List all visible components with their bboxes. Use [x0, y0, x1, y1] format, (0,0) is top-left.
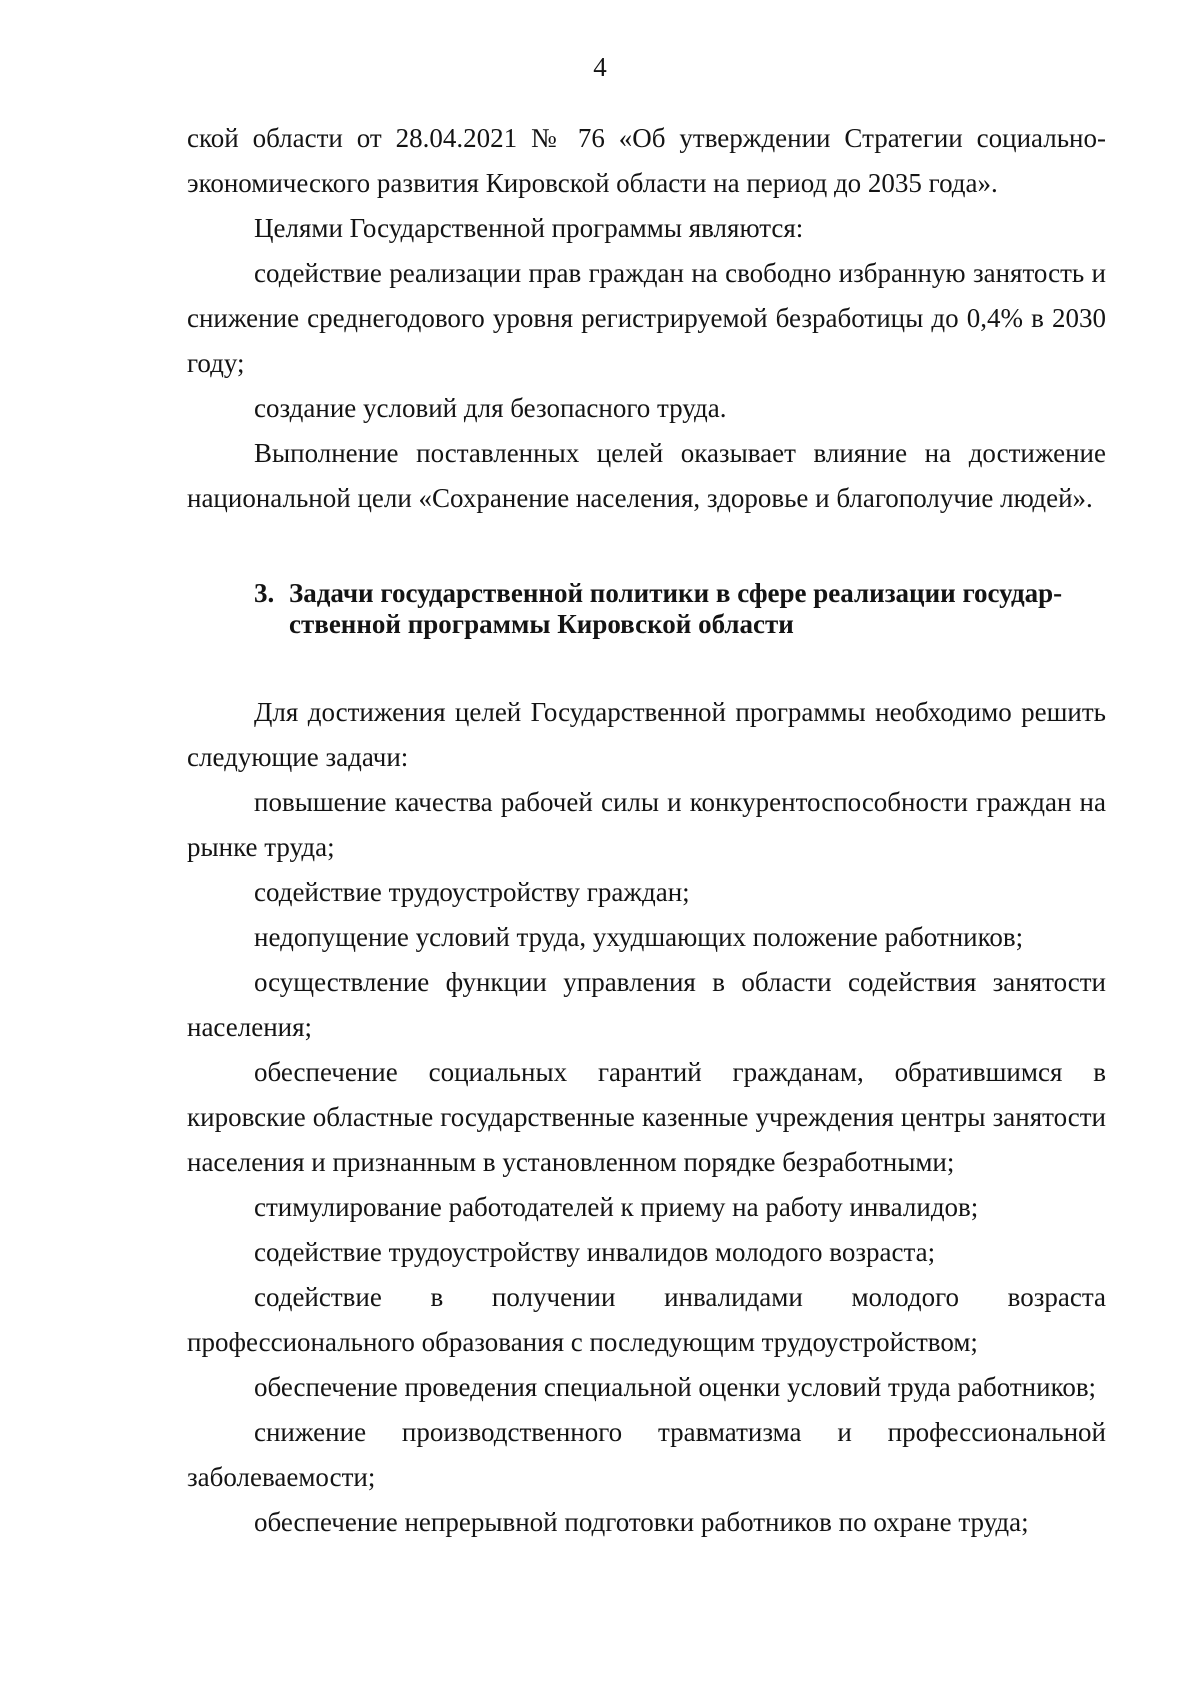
tasks-intro: Для достижения целей Государственной программы необходимо решить следующие задачи:	[187, 697, 1106, 772]
spacer	[187, 521, 1106, 578]
goal-item: создание условий для безопасного труда.	[254, 393, 727, 423]
task-item: содействие трудоустройству граждан;	[254, 877, 690, 907]
intro-paragraph: ской области от 28.04.2021 № 76 «Об утверждении Стратегии социально-экономического развития Кировской области на период до 2035 года».	[187, 123, 1106, 198]
page-number: 4	[593, 52, 607, 82]
task-item: осуществление функции управления в области содействия занятости населения;	[187, 967, 1106, 1042]
task-item: обеспечение социальных гарантий гражданам, обратившимся в кировские областные государственные казенные учреждения центры занятости населения и признанным в установленном порядке безработными;	[187, 1057, 1106, 1177]
document-body	[187, 116, 1106, 1545]
task-item: содействие трудоустройству инвалидов молодого возраста;	[254, 1237, 936, 1267]
task-item: содействие в получении инвалидами молодого возраста профессионального образования с последующим трудоустройством;	[187, 1282, 1106, 1357]
section-number: 3.	[254, 578, 275, 608]
goals-heading: Целями Государственной программы являются:	[254, 213, 804, 243]
goal-item: содействие реализации прав граждан на свободно избранную занятость и снижение среднегодового уровня регистрируемой безработицы до 0,4% в 2030 году;	[187, 258, 1106, 378]
task-item: стимулирование работодателей к приему на работу инвалидов;	[254, 1192, 979, 1222]
impact-paragraph: Выполнение поставленных целей оказывает влияние на достижение национальной цели «Сохранение населения, здоровье и благополучие людей».	[187, 438, 1106, 513]
spacer	[187, 640, 1106, 690]
task-item: повышение качества рабочей силы и конкурентоспособности граждан на рынке труда;	[187, 787, 1106, 862]
section-title-line-1: Задачи государственной политики в сфере реализации государ-	[289, 578, 1063, 608]
section-heading	[187, 578, 1106, 640]
section-title-line-2: ственной программы Кировской области	[289, 609, 794, 639]
task-item: снижение производственного травматизма и профессиональной заболеваемости;	[187, 1417, 1106, 1492]
task-item: недопущение условий труда, ухудшающих положение работников;	[254, 922, 1024, 952]
task-item: обеспечение проведения специальной оценки условий труда работников;	[254, 1372, 1097, 1402]
task-item: обеспечение непрерывной подготовки работников по охране труда;	[254, 1507, 1029, 1537]
